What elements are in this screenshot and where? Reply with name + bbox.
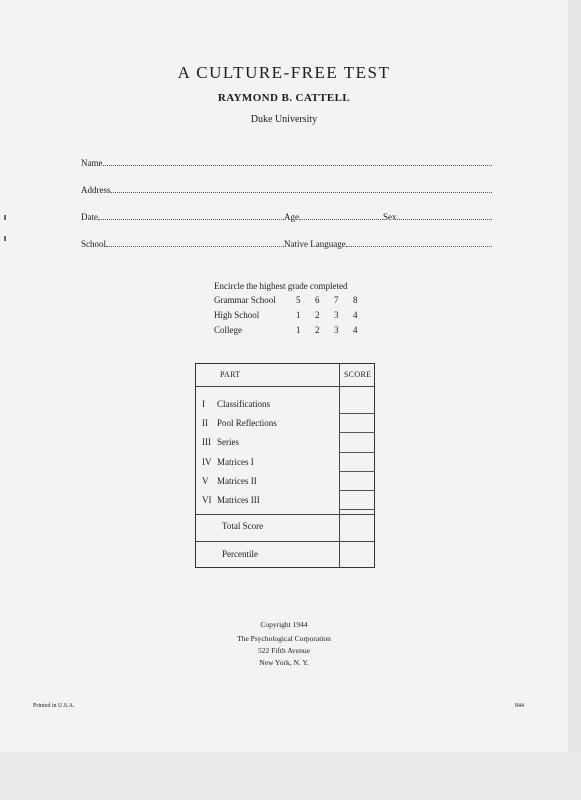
score-box-line: [339, 452, 375, 453]
grade-option[interactable]: 4: [353, 325, 358, 335]
grade-level-label: Grammar School: [214, 295, 276, 305]
address-blank[interactable]: [111, 184, 493, 193]
grade-level-label: High School: [214, 310, 260, 320]
score-box-line: [339, 413, 375, 414]
name-field[interactable]: [81, 157, 492, 168]
part-row: [202, 399, 270, 409]
score-box-line: [339, 490, 375, 491]
grade-completed-section: [214, 281, 372, 340]
part-name: Series: [217, 437, 239, 447]
header-divider: [196, 386, 374, 387]
grade-row-college: [214, 325, 372, 340]
grade-option[interactable]: 1: [296, 310, 301, 320]
grade-option[interactable]: 8: [353, 295, 358, 305]
grade-option[interactable]: 3: [334, 310, 339, 320]
school-language-row: [81, 238, 492, 249]
publisher-name: The Psychological Corporation: [237, 634, 331, 643]
grade-row-high-school: [214, 310, 372, 325]
grade-option[interactable]: 2: [315, 310, 320, 320]
date-blank[interactable]: [98, 211, 284, 220]
grade-option[interactable]: 6: [315, 295, 320, 305]
part-name: Classifications: [217, 399, 270, 409]
grade-option[interactable]: 1: [296, 325, 301, 335]
part-row: [202, 437, 239, 447]
part-numeral: IV: [202, 457, 212, 467]
address-field[interactable]: [81, 184, 492, 195]
grade-option[interactable]: 4: [353, 310, 358, 320]
sex-label: Sex: [383, 212, 397, 222]
grade-level-label: College: [214, 325, 242, 335]
grade-option[interactable]: 3: [334, 325, 339, 335]
sex-blank[interactable]: [397, 211, 493, 220]
test-title: A CULTURE-FREE TEST: [177, 63, 391, 82]
grade-row-grammar: [214, 295, 372, 310]
age-label: Age: [284, 212, 299, 222]
percentile-label: Percentile: [222, 549, 258, 559]
affiliation: Duke University: [250, 114, 318, 125]
score-column-header: SCORE: [344, 370, 372, 379]
publisher-street: 522 Fifth Avenue: [258, 646, 310, 655]
part-numeral: VI: [202, 495, 212, 505]
date-age-sex-row: [81, 211, 492, 222]
part-numeral: III: [202, 437, 211, 447]
native-language-label: Native Language: [284, 239, 346, 249]
part-column-header: PART: [220, 370, 241, 379]
part-row: [202, 495, 260, 505]
binding-mark: [4, 215, 6, 220]
percentile-divider: [196, 541, 374, 542]
grade-option[interactable]: 5: [296, 295, 301, 305]
scan-background-right: [568, 0, 581, 800]
score-table: [195, 363, 375, 568]
author-name: RAYMOND B. CATTELL: [217, 92, 351, 104]
school-blank[interactable]: [106, 238, 284, 247]
grade-instruction: Encircle the highest grade completed: [214, 281, 348, 291]
school-label: School: [81, 239, 107, 249]
name-label: Name: [81, 158, 103, 168]
column-divider: [339, 364, 340, 567]
part-numeral: V: [202, 476, 209, 486]
date-label: Date: [81, 212, 98, 222]
age-blank[interactable]: [299, 211, 383, 220]
part-name: Matrices II: [217, 476, 257, 486]
name-blank[interactable]: [103, 157, 493, 166]
part-numeral: I: [202, 399, 205, 409]
part-numeral: II: [202, 418, 208, 428]
address-label: Address: [81, 185, 111, 195]
part-row: [202, 457, 254, 467]
part-name: Matrices III: [217, 495, 260, 505]
copyright-line: Copyright 1944: [260, 620, 308, 629]
score-box-line: [339, 432, 375, 433]
grade-option[interactable]: 7: [334, 295, 339, 305]
part-row: [202, 476, 257, 486]
grade-option[interactable]: 2: [315, 325, 320, 335]
native-language-blank[interactable]: [346, 238, 492, 247]
score-box-line: [339, 471, 375, 472]
total-score-label: Total Score: [222, 521, 264, 531]
part-row: [202, 418, 277, 428]
printed-in-usa: Printed in U.S.A.: [33, 703, 75, 709]
part-name: Matrices I: [217, 457, 254, 467]
form-code: 844: [515, 703, 524, 709]
score-box-line: [339, 509, 375, 510]
total-divider: [196, 514, 374, 515]
scan-background-bottom: [0, 752, 581, 800]
publisher-city: New York, N. Y.: [259, 658, 309, 667]
part-name: Pool Reflections: [217, 418, 277, 428]
binding-mark: [4, 236, 6, 241]
